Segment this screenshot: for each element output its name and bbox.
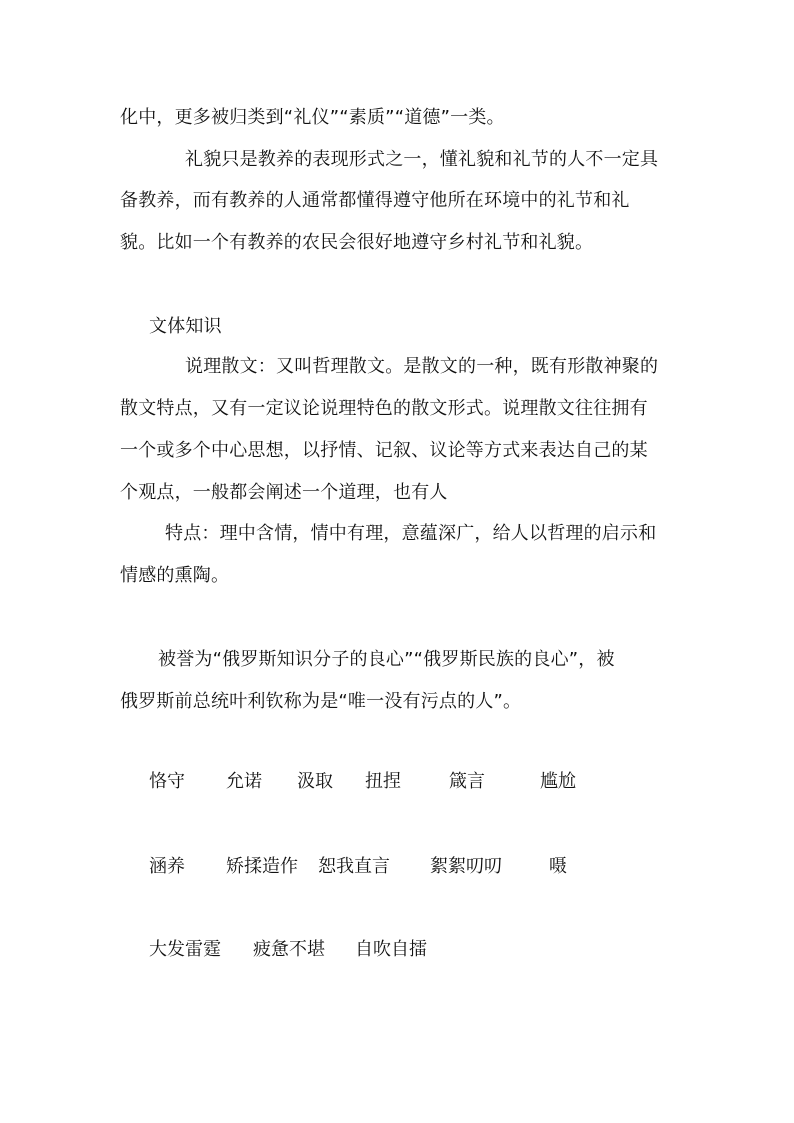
section-paragraph-1-line-2: 散文特点，又有一定议论说理特色的散文形式。说理散文往往拥有 — [120, 398, 648, 419]
section-paragraph-1-line-3: 一个或多个中心思想，以抒情、记叙、议论等方式来表达自己的某 — [120, 440, 648, 461]
section-heading: 文体知识 — [149, 316, 222, 337]
vocab-word: 自吹自擂 — [355, 939, 427, 960]
section-paragraph-2-line-1: 特点：理中含情，情中有理，意蕴深广，给人以哲理的启示和 — [165, 523, 657, 544]
section-paragraph-2-line-2: 情感的熏陶。 — [120, 565, 230, 586]
paragraph-2-line-3: 貌。比如一个有教养的农民会很好地遵守乡村礼节和礼貌。 — [120, 232, 594, 253]
paragraph-1-line-1: 化中，更多被归类到“礼仪”“素质”“道德”一类。 — [120, 107, 505, 128]
vocab-word: 大发雷霆 — [149, 939, 221, 960]
vocab-word: 涵养 — [149, 856, 185, 877]
vocab-word: 允诺 — [226, 771, 262, 792]
section-paragraph-1-line-4: 个观点，一般都会阐述一个道理，也有人 — [120, 482, 448, 503]
quote-line-2: 俄罗斯前总统叶利钦称为是“唯一没有污点的人”。 — [120, 691, 522, 712]
vocab-word: 箴言 — [449, 771, 485, 792]
vocab-word: 汲取 — [297, 771, 333, 792]
vocab-word: 嗫 — [549, 856, 567, 877]
vocab-word: 尴尬 — [540, 771, 576, 792]
vocab-row-3 — [0, 938, 794, 962]
vocab-word: 恪守 — [149, 771, 185, 792]
vocab-word: 矫揉造作 — [226, 856, 298, 877]
vocab-row-2 — [0, 855, 794, 879]
paragraph-2-line-2: 备教养，而有教养的人通常都懂得遵守他所在环境中的礼节和礼 — [120, 190, 630, 211]
vocab-word: 扭捏 — [365, 771, 401, 792]
vocab-word: 絮絮叨叨 — [430, 856, 502, 877]
vocab-word: 恕我直言 — [318, 856, 390, 877]
vocab-row-1 — [0, 770, 794, 794]
vocab-word: 疲惫不堪 — [253, 939, 325, 960]
section-paragraph-1-line-1: 说理散文：又叫哲理散文。是散文的一种，既有形散神聚的 — [185, 356, 659, 377]
paragraph-2-line-1: 礼貌只是教养的表现形式之一，懂礼貌和礼节的人不一定具 — [185, 149, 659, 170]
quote-line-1: 被誉为“俄罗斯知识分子的良心”“俄罗斯民族的良心”，被 — [158, 649, 615, 670]
